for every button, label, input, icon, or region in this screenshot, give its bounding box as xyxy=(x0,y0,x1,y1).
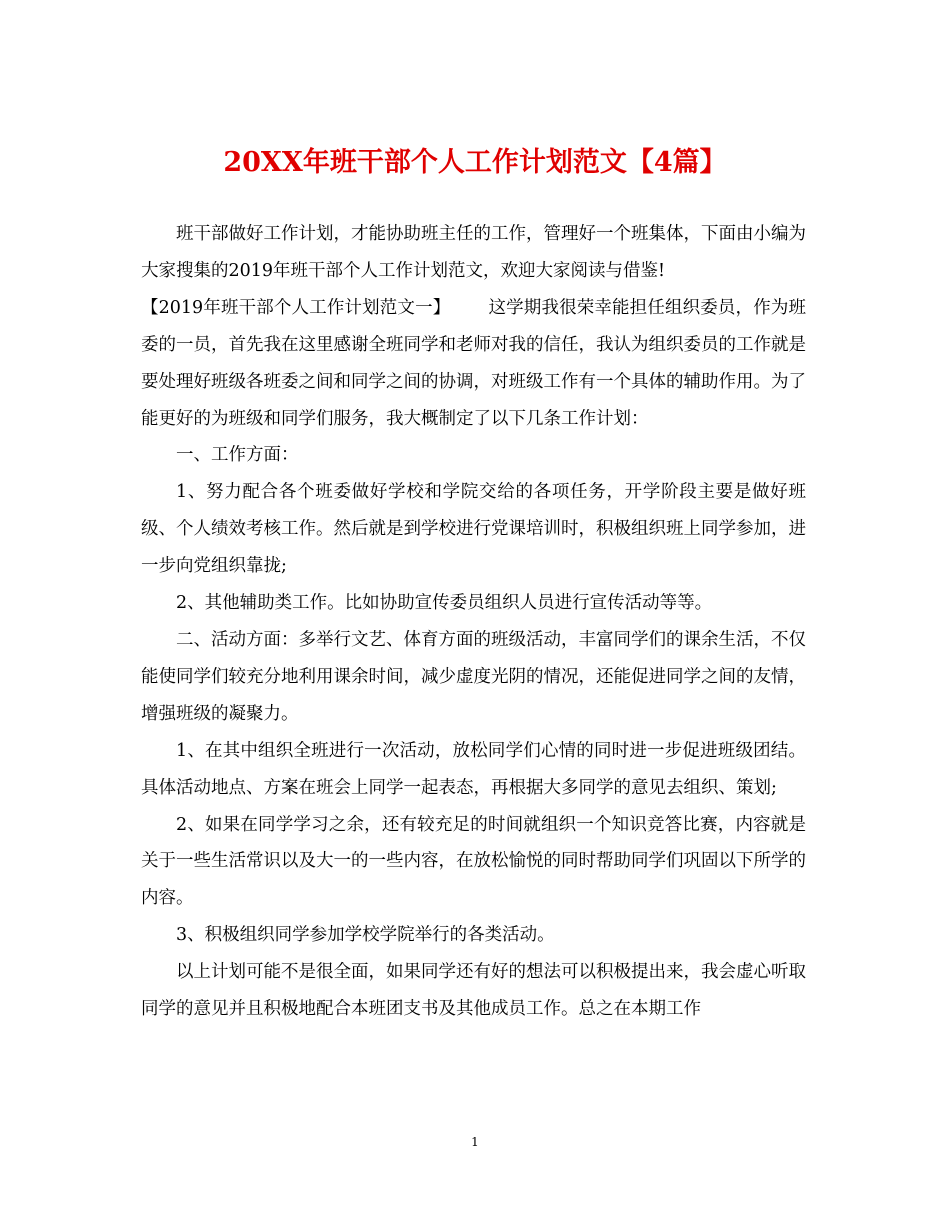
paragraph-summary: 以上计划可能不是很全面，如果同学还有好的想法可以积极提出来，我会虚心听取同学的意见并且积极地配合本班团支书及其他成员工作。总之在本期工作 xyxy=(141,962,806,1020)
section-intro: 这学期我很荣幸能担任组织委员，作为班委的一员，首先我在这里感谢全班同学和老师对我的信任，我认为组织委员的工作就是要处理好班级各班委之间和同学之间的协调，对班级工作有一个具体的辅助作用。为了能更好的为班级和同学们服务，我大概制定了以下几条工作计划： xyxy=(141,297,806,429)
paragraph-activity-2: 2、如果在同学学习之余，还有较充足的时间就组织一个知识竞答比赛，内容就是关于一些生活常识以及大一的一些内容，在放松愉悦的同时帮助同学们巩固以下所学的内容。 xyxy=(141,814,806,909)
document-title: 20XX年班干部个人工作计划范文【4篇】 xyxy=(223,147,727,178)
paragraph-work-1: 1、努力配合各个班委做好学校和学院交给的各项任务，开学阶段主要是做好班级、个人绩效考核工作。然后就是到学校进行党课培训时，积极组织班上同学参加，进一步向党组织靠拢; xyxy=(141,482,806,577)
document-body xyxy=(141,216,806,1028)
intro-paragraph: 班干部做好工作计划，才能协助班主任的工作，管理好一个班集体，下面由小编为大家搜集的2019年班干部个人工作计划范文，欢迎大家阅读与借鉴! xyxy=(141,224,806,281)
paragraph-activity-heading: 二、活动方面：多举行文艺、体育方面的班级活动，丰富同学们的课余生活，不仅能使同学们较充分地利用课余时间，减少虚度光阴的情况，还能促进同学之间的友情，增强班级的凝聚力。 xyxy=(141,629,806,724)
section-paragraph xyxy=(141,290,806,438)
section-heading: 【2019年班干部个人工作计划范文一】 xyxy=(141,297,451,318)
paragraph-activity-3: 3、积极组织同学参加学校学院举行的各类活动。 xyxy=(176,925,555,946)
paragraph-activity-1: 1、在其中组织全班进行一次活动，放松同学们心情的同时进一步促进班级团结。具体活动地点、方案在班会上同学一起表态，再根据大多同学的意见去组织、策划; xyxy=(141,740,806,798)
page-number: 1 xyxy=(471,1135,479,1149)
paragraph-work-2: 2、其他辅助类工作。比如协助宣传委员组织人员进行宣传活动等等。 xyxy=(176,593,713,614)
paragraph-work-heading: 一、工作方面： xyxy=(176,445,299,466)
